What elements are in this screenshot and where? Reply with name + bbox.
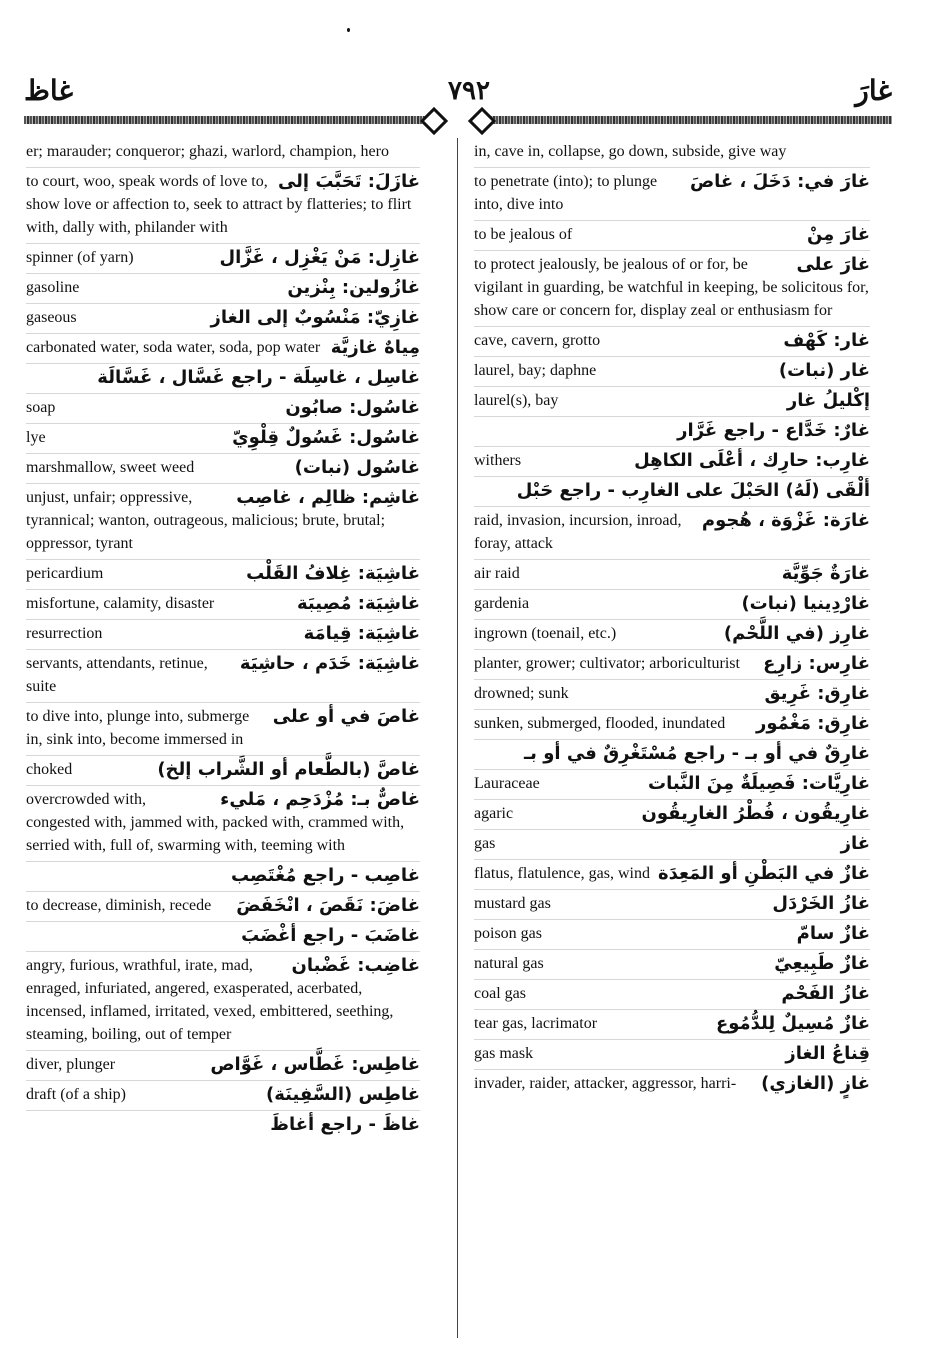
arabic-headword: غازٍ (الغازي) — [761, 1073, 870, 1094]
dictionary-entry — [474, 740, 870, 770]
arabic-headword: غاسُول (نبات) — [294, 457, 420, 478]
arabic-headword: غازُولين: بِنْزين — [287, 277, 420, 298]
english-definition: marshmallow, sweet weed — [26, 459, 195, 476]
dictionary-entry — [474, 251, 870, 327]
dictionary-entry — [474, 620, 870, 650]
left-column — [26, 138, 420, 1140]
arabic-headword: غارِق: غَرِيق — [764, 683, 870, 704]
english-definition: laurel(s), bay — [474, 392, 559, 409]
right-header-rule — [478, 112, 892, 128]
dictionary-entry — [474, 590, 870, 620]
english-definition: er; marauder; conqueror; ghazi, warlord, champion, hero — [26, 143, 389, 160]
arabic-headword: غارَ مِنْ — [806, 224, 870, 245]
english-definition: diver, plunger — [26, 1056, 116, 1073]
arabic-headword: غاسُول: صابُون — [285, 397, 420, 418]
english-definition: cave, cavern, grotto — [474, 332, 601, 349]
rule-bar — [24, 116, 438, 124]
arabic-headword: مِياهٌ غازيَّة — [330, 337, 420, 358]
dictionary-entry — [474, 860, 870, 890]
dictionary-entry — [474, 710, 870, 740]
arabic-headword: غارِق: مَغْمُور — [756, 713, 870, 734]
english-definition: to be jealous of — [474, 226, 573, 243]
arabic-headword: غاشِيَة: غِلافُ القَلْب — [246, 563, 420, 584]
arabic-headword: غارْدِينيا (نبات) — [741, 593, 870, 614]
english-definition: flatus, flatulence, gas, wind — [474, 865, 650, 882]
dictionary-entry — [26, 756, 420, 786]
english-definition: gaseous — [26, 309, 77, 326]
dictionary-entry — [26, 786, 420, 862]
english-definition: natural gas — [474, 955, 544, 972]
dictionary-entry — [26, 620, 420, 650]
dictionary-entry — [26, 862, 420, 892]
arabic-headword: غارِز (في اللَّحْم) — [723, 623, 870, 644]
english-definition: drowned; sunk — [474, 685, 569, 702]
dictionary-entry — [474, 327, 870, 357]
dictionary-entry — [26, 650, 420, 703]
dictionary-entry — [474, 507, 870, 560]
arabic-headword: غاشِيَة: قِيامَة — [303, 623, 420, 644]
dictionary-entry — [474, 830, 870, 860]
english-definition: in, cave in, collapse, go down, subside, give way — [474, 143, 787, 160]
dictionary-entry — [26, 424, 420, 454]
column-divider — [457, 138, 458, 1338]
english-definition: withers — [474, 452, 522, 469]
dictionary-entry — [26, 138, 420, 168]
english-definition: pericardium — [26, 565, 104, 582]
dictionary-entry — [474, 221, 870, 251]
english-definition: tear gas, lacrimator — [474, 1015, 598, 1032]
dictionary-entry — [474, 560, 870, 590]
dictionary-entry — [474, 800, 870, 830]
dictionary-entry — [26, 244, 420, 274]
dictionary-entry — [26, 703, 420, 756]
arabic-headword: غاشِيَة: مُصِيبَة — [297, 593, 420, 614]
arabic-headword: غاشِيَة: خَدَم ، حاشِيَة — [239, 653, 420, 674]
english-definition: planter, grower; cultivator; arboriculturist — [474, 655, 740, 672]
dictionary-entry — [474, 920, 870, 950]
dictionary-entry — [26, 274, 420, 304]
english-definition: draft (of a ship) — [26, 1086, 126, 1103]
left-header-rule — [24, 112, 438, 128]
arabic-headword: غاشِم: ظالِم ، غاصِب — [236, 487, 420, 508]
dictionary-entry — [26, 892, 420, 922]
english-definition: choked — [26, 761, 73, 778]
english-definition: poison gas — [474, 925, 542, 942]
arabic-headword: غازٌ مُسِيلٌ لِلدُّمُوع — [715, 1013, 870, 1034]
english-definition: mustard gas — [474, 895, 551, 912]
dictionary-entry — [474, 650, 870, 680]
arabic-headword: غازٌ طَبِيعِيّ — [774, 953, 870, 974]
arabic-headword: غاضِب: غَضْبان — [291, 955, 420, 976]
arabic-headword: غاز — [840, 833, 870, 854]
dictionary-entry — [474, 950, 870, 980]
dictionary-entry — [474, 357, 870, 387]
arabic-headword: غارِيَّات: فَصِيلَةٌ مِنَ النَّبات — [648, 773, 870, 794]
dictionary-entry — [26, 484, 420, 560]
dictionary-entry — [26, 590, 420, 620]
english-definition: gardenia — [474, 595, 530, 612]
english-definition: agaric — [474, 805, 514, 822]
dictionary-entry — [26, 304, 420, 334]
dictionary-entry — [474, 680, 870, 710]
dictionary-entry — [474, 1010, 870, 1040]
arabic-headword: غارَ في: دَخَلَ ، غاصَ — [689, 171, 870, 192]
arabic-headword: غاسُول: غَسُولٌ قِلْوِيّ — [232, 427, 420, 448]
english-definition: sunken, submerged, flooded, inundated — [474, 715, 726, 732]
dictionary-entry — [26, 952, 420, 1051]
page-mark-dot — [347, 28, 350, 32]
dictionary-entry — [26, 1111, 420, 1140]
english-definition: to dive into, plunge into, submerge in, sink into, become immersed in — [26, 708, 250, 748]
arabic-headword: غاطِس (السَّفِينَة) — [266, 1084, 420, 1105]
dictionary-entry — [474, 477, 870, 507]
english-definition: resurrection — [26, 625, 103, 642]
english-definition: misfortune, calamity, disaster — [26, 595, 215, 612]
english-definition: to protect jealously, be jealous of or for, be vigilant in guarding, be watchful in keeping, be solicitous for, show care or concern for, display zeal or enthusiasm for — [474, 256, 869, 319]
left-guide-word: غاظ — [24, 76, 74, 107]
arabic-headword: غارَةٌ جَوِّيَّة — [781, 563, 870, 584]
dictionary-entry — [474, 1070, 870, 1099]
arabic-headword: غارَة: غَزْوَة ، هُجوم — [701, 510, 870, 531]
dictionary-entry — [26, 454, 420, 484]
english-definition: ingrown (toenail, etc.) — [474, 625, 617, 642]
english-definition: soap — [26, 399, 56, 416]
dictionary-entry — [26, 922, 420, 952]
page-number: ٧٩٢ — [448, 76, 490, 105]
arabic-headword: غارِيقُون ، فُطْرُ الغارِيقُون — [641, 803, 870, 824]
english-definition: to decrease, diminish, recede — [26, 897, 212, 914]
arabic-headword: غازَلَ: تَحَبَّبَ إلى — [277, 171, 420, 192]
arabic-headword: غاضَ: نَقَصَ ، انْخَفَضَ — [236, 895, 420, 916]
arabic-headword: غازُ الخَرْدَل — [772, 893, 870, 914]
arabic-headword: ألْقَى (لَهُ) الحَبْلَ على الغارِب - راجع حَبْل — [516, 480, 870, 501]
dictionary-entry — [474, 980, 870, 1010]
arabic-headword: غاصِب - راجع مُغْتَصِب — [230, 865, 420, 886]
english-definition: spinner (of yarn) — [26, 249, 134, 266]
english-definition: servants, attendants, retinue, suite — [26, 655, 208, 695]
english-definition: coal gas — [474, 985, 526, 1002]
diamond-ornament-icon — [468, 107, 496, 135]
english-definition: laurel, bay; daphne — [474, 362, 597, 379]
dictionary-entry — [474, 890, 870, 920]
english-definition: gas — [474, 835, 496, 852]
english-definition: invader, raider, attacker, aggressor, harri- — [474, 1075, 737, 1092]
rule-bar — [478, 116, 892, 124]
english-definition: angry, furious, wrathful, irate, mad, enraged, infuriated, angered, exasperated, acerbated, incensed, inflamed, irritated, vexed, embittered, seething, steaming, boiling, out of temper — [26, 957, 394, 1043]
english-definition: gas mask — [474, 1045, 534, 1062]
arabic-headword: غارِس: زارِع — [763, 653, 870, 674]
arabic-headword: إكْليلُ غار — [786, 390, 870, 411]
english-definition: air raid — [474, 565, 520, 582]
english-definition: carbonated water, soda water, soda, pop water — [26, 339, 321, 356]
arabic-headword: غاصٌّ بـ: مُزْدَحِم ، مَليء — [220, 789, 420, 810]
dictionary-entry — [26, 168, 420, 244]
arabic-headword: غارَ على — [796, 254, 870, 275]
dictionary-entry — [474, 770, 870, 800]
dictionary-entry — [26, 334, 420, 364]
arabic-headword: غاصَ في أو على — [272, 706, 420, 727]
arabic-headword: غاسِل ، غاسِلَة - راجع غَسَّال ، غَسَّالَة — [97, 367, 420, 388]
arabic-headword: غار: كَهْف — [783, 330, 870, 351]
arabic-headword: غاطِس: غَطَّاس ، غَوَّاص — [210, 1054, 420, 1075]
right-guide-word: غارَ — [855, 76, 892, 107]
diamond-ornament-icon — [420, 107, 448, 135]
dictionary-entry — [474, 387, 870, 417]
dictionary-entry — [474, 417, 870, 447]
arabic-headword: غاضَبَ - راجع أغْضَبَ — [241, 925, 420, 946]
page-header — [0, 68, 938, 108]
arabic-headword: غازٌ في البَطْنِ أو المَعِدَة — [657, 863, 870, 884]
right-column — [474, 138, 870, 1099]
arabic-headword: غازِل: مَنْ يَغْزِل ، غَزَّال — [219, 247, 420, 268]
english-definition: raid, invasion, incursion, inroad, foray, attack — [474, 512, 682, 552]
arabic-headword: غازٌ سامّ — [796, 923, 870, 944]
english-definition: to penetrate (into); to plunge into, dive into — [474, 173, 658, 213]
dictionary-entry — [26, 394, 420, 424]
english-definition: lye — [26, 429, 46, 446]
arabic-headword: غارٌ: خَدَّاع - راجع غَرَّار — [677, 420, 870, 441]
dictionary-entry — [474, 1040, 870, 1070]
dictionary-entry — [26, 1051, 420, 1081]
dictionary-entry — [26, 1081, 420, 1111]
dictionary-entry — [26, 364, 420, 394]
english-definition: unjust, unfair; oppressive, tyrannical; wanton, outrageous, malicious; brute, brutal; oppressor, tyrant — [26, 489, 386, 552]
arabic-headword: غاظَ - راجع أغاظَ — [270, 1114, 420, 1135]
dictionary-entry — [474, 168, 870, 221]
arabic-headword: غار (نبات) — [778, 360, 870, 381]
english-definition: Lauraceae — [474, 775, 540, 792]
arabic-headword: غازِيّ: مَنْسُوبٌ إلى الغاز — [210, 307, 420, 328]
english-definition: gasoline — [26, 279, 80, 296]
arabic-headword: غاصَّ (بالطَّعام أو الشَّراب إلخ) — [157, 759, 420, 780]
dictionary-entry — [474, 138, 870, 168]
dictionary-entry — [26, 560, 420, 590]
english-definition: to court, woo, speak words of love to, show love or affection to, seek to attract by flatteries; to flirt with, dally with, philander with — [26, 173, 412, 236]
english-definition: overcrowded with, congested with, jammed with, packed with, crammed with, serried with, full of, swarming with, teeming with — [26, 791, 405, 854]
arabic-headword: قِناعُ الغاز — [785, 1043, 870, 1064]
arabic-headword: غارِب: حارِك ، أعْلَى الكاهِل — [634, 450, 870, 471]
dictionary-entry — [474, 447, 870, 477]
arabic-headword: غازُ الفَحْم — [781, 983, 870, 1004]
arabic-headword: غارِقٌ في أو بـ - راجع مُسْتَغْرِقٌ في أو بـ — [524, 743, 870, 764]
